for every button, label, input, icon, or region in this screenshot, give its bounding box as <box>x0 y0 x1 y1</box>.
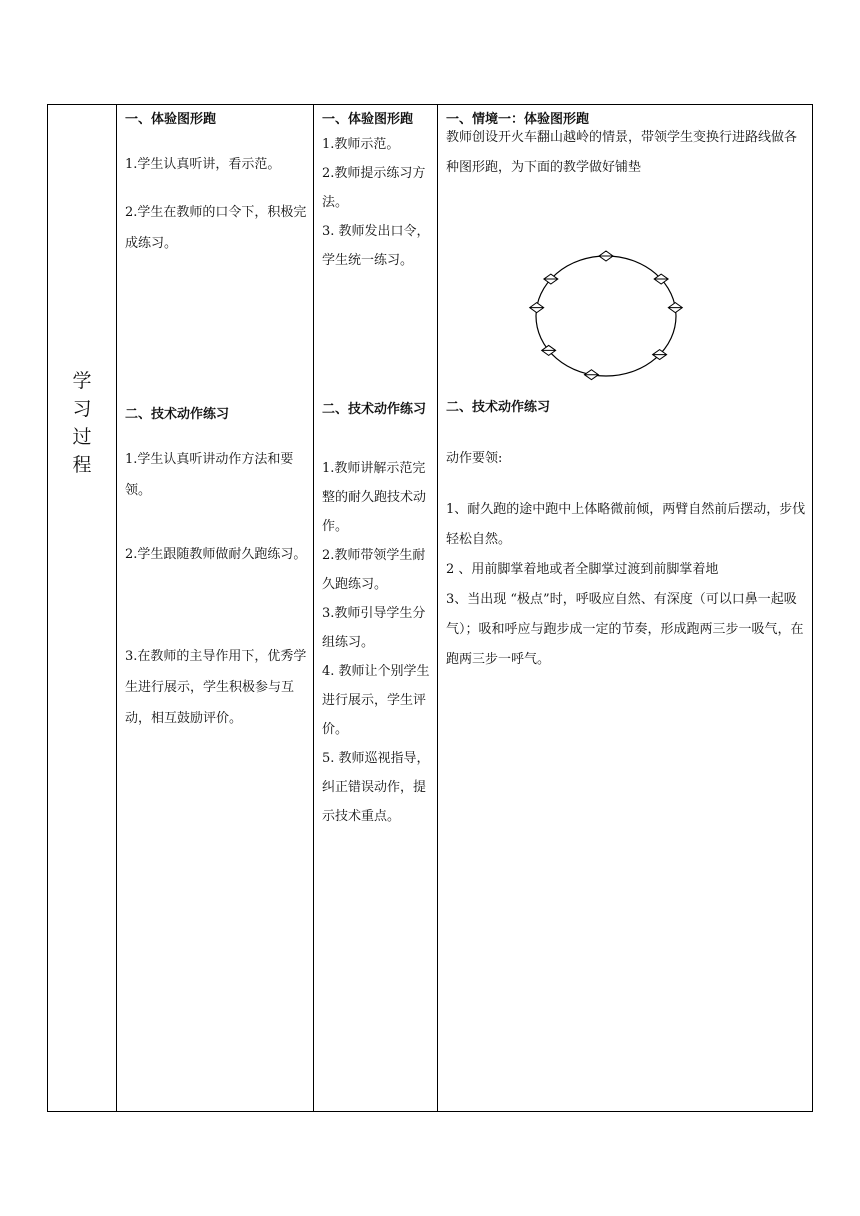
student-item: 1.学生认真听讲，看示范。 <box>125 157 281 172</box>
diamond-marker-icon <box>654 274 668 284</box>
row-label-char: 程 <box>72 454 92 476</box>
row-label-char: 学 <box>72 370 92 392</box>
diamond-marker-icon <box>542 345 556 355</box>
teacher-item: 1.教师讲解示范完整的耐久跑技术动作。 <box>322 461 427 534</box>
student-item: 3.在教师的主导作用下，优秀学生进行展示，学生积极参与互动，相互鼓励评价。 <box>125 649 307 726</box>
points-title: 动作要领: <box>446 451 503 466</box>
teacher-item: 3.教师引导学生分组练习。 <box>322 606 426 650</box>
diamond-marker-icon <box>653 350 667 360</box>
diamond-marker-icon <box>584 370 598 380</box>
teacher-item: 2.教师提示练习方法。 <box>322 166 426 210</box>
diamond-marker-icon <box>530 303 544 313</box>
marker-group <box>530 251 683 380</box>
point-item: 1、耐久跑的途中跑中上体略微前倾，两臂自然前后摆动，步伐轻松自然。 <box>446 502 806 547</box>
figure-run-diagram <box>516 245 696 389</box>
student-item: 1.学生认真听讲动作方法和要领。 <box>125 452 294 498</box>
student-section1-title: 一、体验图形跑 <box>125 112 217 127</box>
diamond-marker-icon <box>668 303 682 313</box>
point-item: 2 、用前脚掌着地或者全脚掌过渡到前脚掌着地 <box>446 562 719 577</box>
content-section1-title: 一、情境一：体验图形跑 <box>446 112 590 127</box>
student-item: 2.学生在教师的口令下，积极完成练习。 <box>125 205 307 251</box>
table-divider <box>313 105 314 1111</box>
table-divider <box>437 105 438 1111</box>
row-label-char: 习 <box>72 398 92 420</box>
diamond-marker-icon <box>544 274 558 284</box>
teacher-section1-title: 一、体验图形跑 <box>322 112 414 127</box>
teacher-item: 3. 教师发出口令，学生统一练习。 <box>322 224 430 268</box>
teacher-item: 4. 教师让个别学生进行展示，学生评价。 <box>322 664 430 737</box>
row-label-char: 过 <box>72 426 92 448</box>
content-section1-text: 教师创设开火车翻山越岭的情景，带领学生变换行进路线做各种图形跑，为下面的教学做好铺垫 <box>446 130 798 175</box>
lesson-table <box>47 104 813 1112</box>
diamond-marker-icon <box>599 251 613 261</box>
teacher-item: 2.教师带领学生耐久跑练习。 <box>322 548 426 592</box>
student-item: 2.学生跟随教师做耐久跑练习。 <box>125 547 307 562</box>
teacher-item: 5. 教师巡视指导，纠正错误动作，提示技术重点。 <box>322 751 430 824</box>
running-circle <box>536 256 676 376</box>
teacher-section2-title: 二、技术动作练习 <box>322 402 427 417</box>
table-divider <box>116 105 117 1111</box>
point-item: 3、当出现 “极点”时，呼吸应自然、有深度（可以口鼻一起吸气）；吸和呼应与跑步成一定的节奏，形成跑两三步一吸气，在跑两三步一呼气。 <box>446 592 804 667</box>
content-section2-title: 二、技术动作练习 <box>446 400 551 415</box>
student-section2-title: 二、技术动作练习 <box>125 407 230 422</box>
row-label <box>48 367 116 479</box>
teacher-item: 1.教师示范。 <box>322 137 400 152</box>
